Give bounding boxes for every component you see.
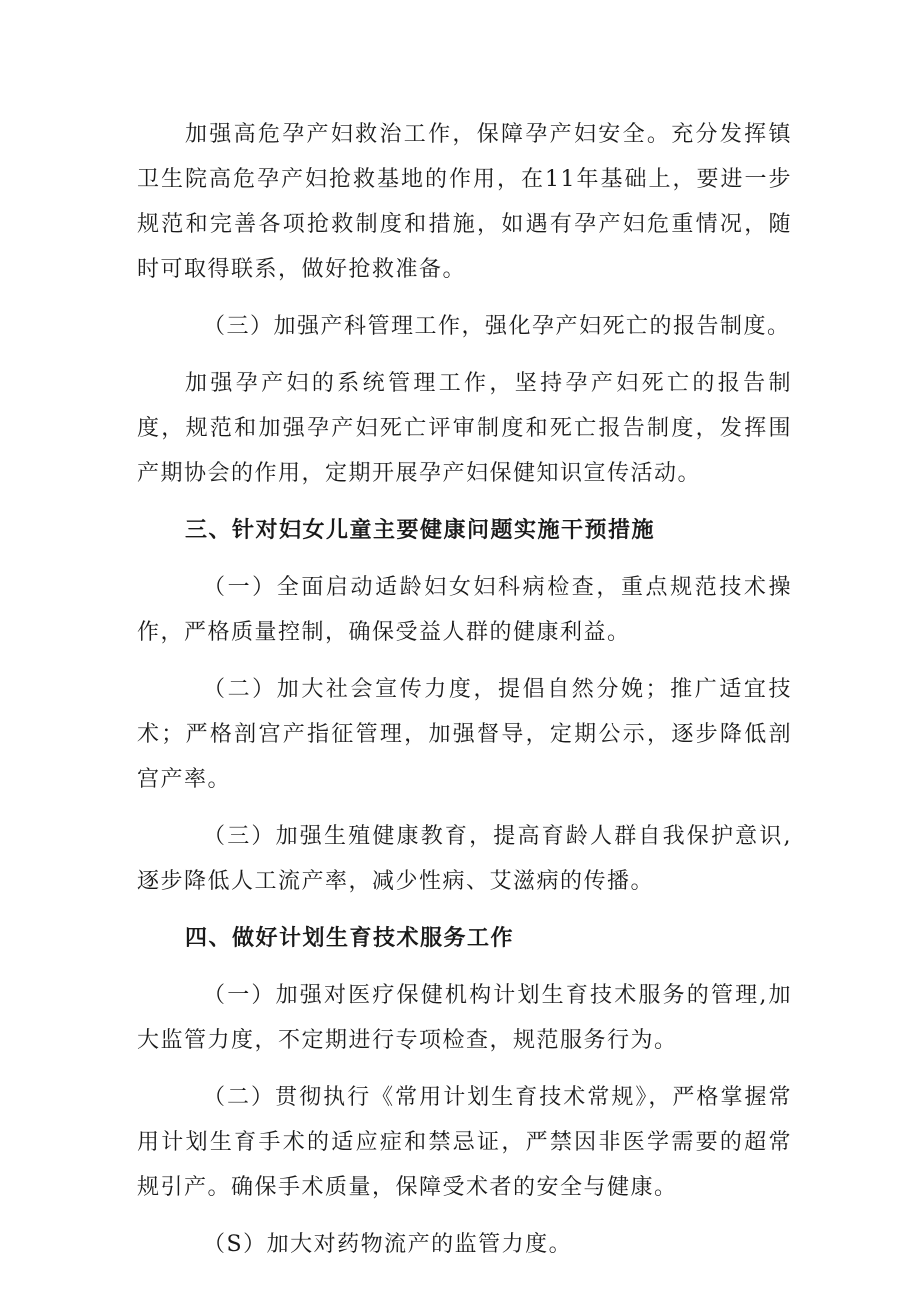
paragraph-obstetric-management-title: （三）加强产科管理工作，强化孕产妇死亡的报告制度。 bbox=[203, 314, 791, 339]
section-heading-four: 四、做好计划生育技术服务工作 bbox=[185, 926, 515, 951]
paragraph-technical-norms: （二）贯彻执行《常用计划生育技术常规》，严格掌握常用计划生育手术的适应症和禁忌证，严禁因非医学需要的超常规引产。确保手术质量，保障受术者的安全与健康。 bbox=[137, 1085, 792, 1200]
paragraph-gynecological-check: （一）全面启动适龄妇女妇科病检查，重点规范技术操作，严格质量控制，确保受益人群的健康利益。 bbox=[137, 575, 792, 645]
paragraph-maternal-system-management: 加强孕产妇的系统管理工作，坚持孕产妇死亡的报告制度，规范和加强孕产妇死亡评审制度和死亡报告制度，发挥围产期协会的作用，定期开展孕产妇保健知识宣传活动。 bbox=[137, 371, 792, 486]
paragraph-family-planning-management: （一）加强对医疗保健机构计划生育技术服务的管理,加大监管力度，不定期进行专项检查，规范服务行为。 bbox=[137, 983, 792, 1053]
document-body bbox=[137, 112, 792, 1279]
section-heading-three: 三、针对妇女儿童主要健康问题实施干预措施 bbox=[185, 518, 656, 543]
paragraph-reproductive-health: （三）加强生殖健康教育，提高育龄人群自我保护意识,逐步降低人工流产率，减少性病、艾滋病的传播。 bbox=[137, 824, 792, 894]
paragraph-natural-delivery: （二）加大社会宣传力度，提倡自然分娩；推广适宜技术；严格剖宫产指征管理，加强督导，定期公示，逐步降低剖宫产率。 bbox=[137, 677, 792, 792]
paragraph-medical-abortion-supervision: （S）加大对药物流产的监管力度。 bbox=[203, 1232, 573, 1257]
paragraph-high-risk-rescue: 加强高危孕产妇救治工作，保障孕产妇安全。充分发挥镇卫生院高危孕产妇抢救基地的作用，在11年基础上，要进一步规范和完善各项抢救制度和措施，如遇有孕产妇危重情况，随时可取得联系，做好抢救准备。 bbox=[137, 122, 792, 282]
